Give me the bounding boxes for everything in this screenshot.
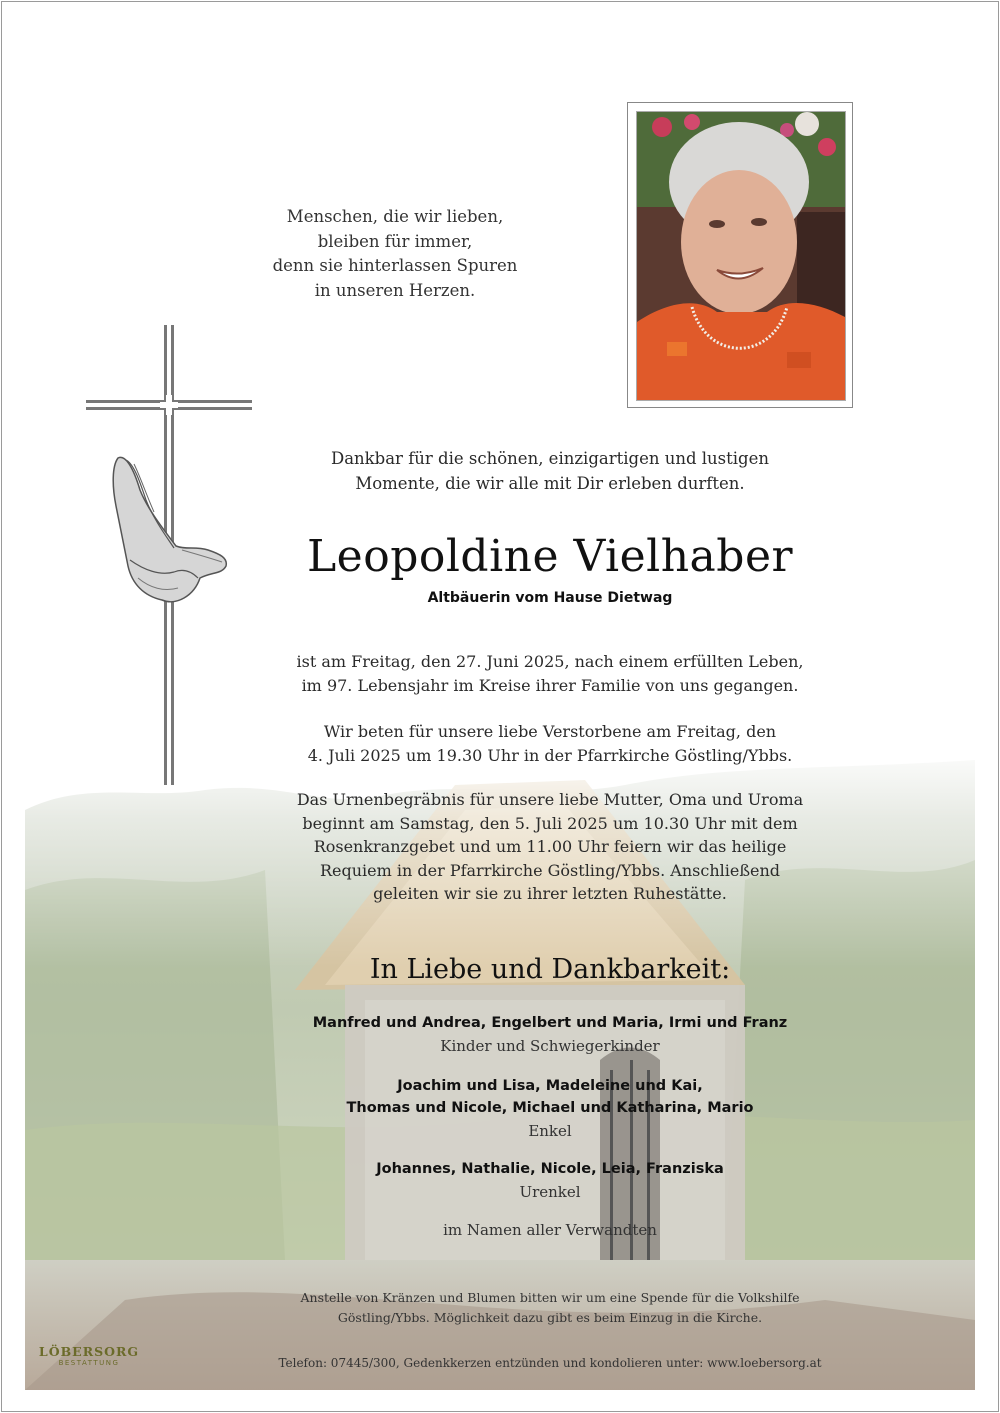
family-grandchildren-names [240, 1075, 860, 1119]
prayer-announcement [240, 720, 860, 767]
announcement-line: ist am Freitag, den 27. Juni 2025, nach einem erfüllten Leben, [296, 652, 804, 671]
verse-line: bleiben für immer, [317, 231, 473, 251]
closing-heading: In Liebe und Dankbarkeit: [369, 954, 731, 985]
announcement-line: Requiem in der Pfarrkirche Göstling/Ybbs. Anschließend [319, 860, 781, 880]
portrait-photo [636, 111, 846, 401]
announcement-line: beginnt am Samstag, den 5. Juli 2025 um 10.30 Uhr mit dem [302, 813, 798, 833]
family-grandchildren-role: Enkel [528, 1122, 572, 1140]
thanks-line: Dankbar für die schönen, einzigartigen und lustigen [330, 449, 770, 468]
logo-subtitle: BESTATTUNG [58, 1359, 120, 1367]
verse-line: in unseren Herzen. [314, 280, 476, 300]
portrait-photo-frame [627, 102, 853, 408]
note-line: Göstling/Ybbs. Möglichkeit dazu gibt es beim Einzug in die Kirche. [337, 1310, 763, 1325]
announcement-line: Wir beten für unsere liebe Verstorbene am Freitag, den [323, 722, 777, 741]
all-relatives-text: im Namen aller Verwandten [443, 1221, 657, 1239]
family-names-line: Joachim und Lisa, Madeleine und Kai, [397, 1078, 703, 1094]
announcement-line: Rosenkranzgebet und um 11.00 Uhr feiern wir das heilige [313, 837, 787, 856]
family-children-names [240, 1012, 860, 1034]
announcement-line: im 97. Lebensjahr im Kreise ihrer Familie von uns gegangen. [301, 675, 799, 695]
praying-hands-icon [104, 450, 234, 610]
family-names-line: Thomas und Nicole, Michael und Katharina, Mario [346, 1100, 754, 1116]
family-names-line: Manfred und Andrea, Engelbert und Maria, Irmi und Franz [312, 1015, 788, 1031]
contact-footer: Telefon: 07445/300, Gedenkkerzen entzünden und kondolieren unter: www.loebersorg.at [278, 1356, 822, 1370]
logo-name: LÖBERSORG [38, 1344, 140, 1359]
thanks-text [240, 447, 860, 496]
family-greatgrandchildren-role: Urenkel [519, 1183, 581, 1201]
verse-line: denn sie hinterlassen Spuren [272, 256, 518, 275]
note-line: Anstelle von Kränzen und Blumen bitten wir um eine Spende für die Volkshilfe [300, 1290, 800, 1305]
deceased-name: Leopoldine Vielhaber [306, 531, 794, 582]
thanks-line: Momente, die wir alle mit Dir erleben durften. [355, 473, 745, 493]
announcement-line: Das Urnenbegräbnis für unsere liebe Mutter, Oma und Uroma [296, 790, 804, 809]
funeral-home-logo [36, 1344, 142, 1367]
family-greatgrandchildren-names [240, 1158, 860, 1180]
announcement-line: 4. Juli 2025 um 19.30 Uhr in der Pfarrkirche Göstling/Ybbs. [307, 745, 793, 765]
memorial-verse [240, 205, 550, 303]
burial-announcement [240, 788, 860, 906]
deceased-title: Altbäuerin vom Hause Dietwag [427, 590, 673, 606]
announcement-line: geleiten wir sie zu ihrer letzten Ruhestätte. [373, 884, 727, 903]
family-names-line: Johannes, Nathalie, Nicole, Leia, Franziska [376, 1161, 724, 1177]
death-announcement [240, 650, 860, 697]
donation-note [240, 1288, 860, 1328]
family-children-role: Kinder und Schwiegerkinder [440, 1037, 660, 1055]
verse-line: Menschen, die wir lieben, [286, 207, 504, 226]
